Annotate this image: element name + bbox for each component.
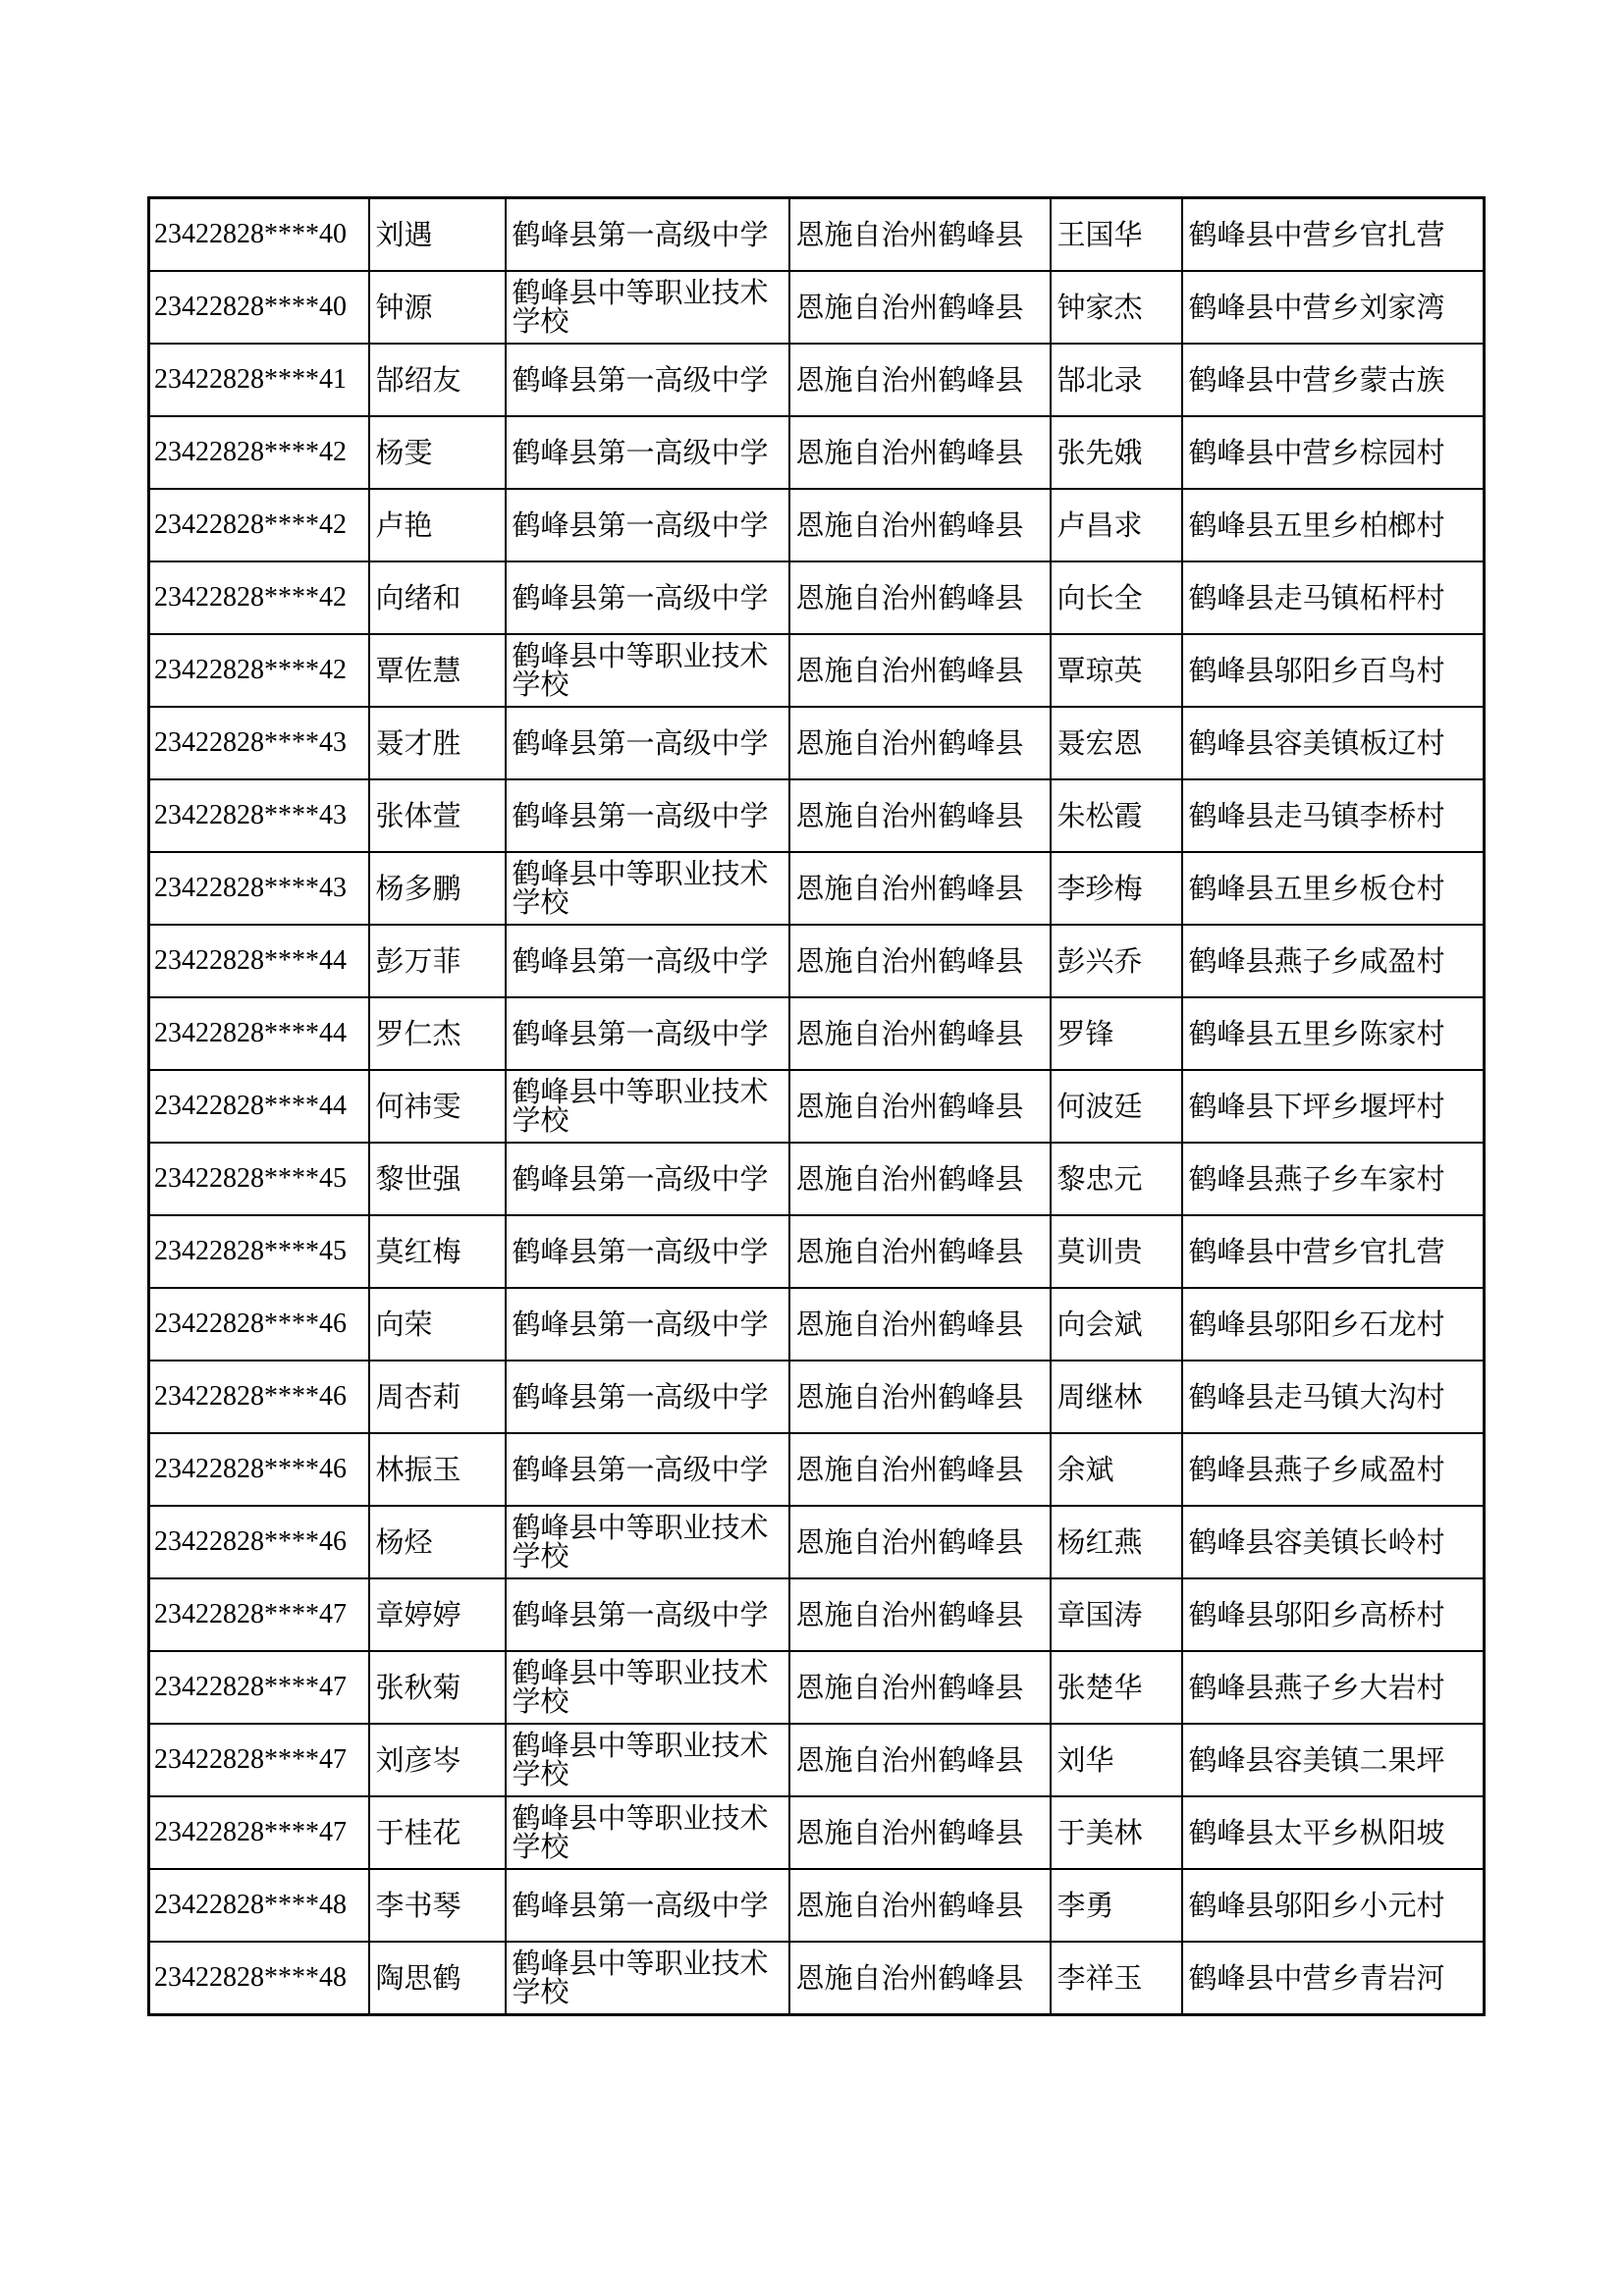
student-name-cell: 于桂花 — [369, 1796, 506, 1869]
school-cell: 鹤峰县中等职业技术学校 — [506, 634, 789, 707]
school-cell: 鹤峰县中等职业技术学校 — [506, 852, 789, 925]
id-number-cell: 23422828****46 — [149, 1361, 369, 1433]
id-number-cell: 23422828****45 — [149, 1143, 369, 1215]
student-name-cell: 向荣 — [369, 1288, 506, 1361]
guardian-name-cell: 李珍梅 — [1051, 852, 1182, 925]
table-row — [149, 344, 1485, 416]
address-cell: 鹤峰县邬阳乡百鸟村 — [1182, 634, 1485, 707]
id-number-cell: 23422828****42 — [149, 416, 369, 489]
school-cell: 鹤峰县第一高级中学 — [506, 1869, 789, 1942]
student-name-cell: 林振玉 — [369, 1433, 506, 1506]
student-name-cell: 聂才胜 — [369, 707, 506, 779]
student-name-cell: 张秋菊 — [369, 1651, 506, 1724]
guardian-name-cell: 杨红燕 — [1051, 1506, 1182, 1578]
guardian-name-cell: 黎忠元 — [1051, 1143, 1182, 1215]
guardian-name-cell: 覃琼英 — [1051, 634, 1182, 707]
school-cell: 鹤峰县中等职业技术学校 — [506, 1724, 789, 1796]
school-cell: 鹤峰县第一高级中学 — [506, 198, 789, 272]
region-cell: 恩施自治州鹤峰县 — [789, 925, 1051, 997]
student-name-cell: 刘遇 — [369, 198, 506, 272]
school-cell: 鹤峰县第一高级中学 — [506, 1361, 789, 1433]
address-cell: 鹤峰县燕子乡车家村 — [1182, 1143, 1485, 1215]
table-row — [149, 925, 1485, 997]
guardian-name-cell: 刘华 — [1051, 1724, 1182, 1796]
id-number-cell: 23422828****43 — [149, 852, 369, 925]
table-row — [149, 779, 1485, 852]
address-cell: 鹤峰县走马镇李桥村 — [1182, 779, 1485, 852]
table-row — [149, 1506, 1485, 1578]
school-cell: 鹤峰县中等职业技术学校 — [506, 1796, 789, 1869]
school-cell: 鹤峰县第一高级中学 — [506, 1143, 789, 1215]
region-cell: 恩施自治州鹤峰县 — [789, 1215, 1051, 1288]
student-name-cell: 刘彦岑 — [369, 1724, 506, 1796]
table-row — [149, 1796, 1485, 1869]
school-cell: 鹤峰县第一高级中学 — [506, 1433, 789, 1506]
guardian-name-cell: 莫训贵 — [1051, 1215, 1182, 1288]
guardian-name-cell: 王国华 — [1051, 198, 1182, 272]
student-name-cell: 周杏莉 — [369, 1361, 506, 1433]
region-cell: 恩施自治州鹤峰县 — [789, 1361, 1051, 1433]
table-row — [149, 1288, 1485, 1361]
id-number-cell: 23422828****44 — [149, 1070, 369, 1143]
student-name-cell: 李书琴 — [369, 1869, 506, 1942]
region-cell: 恩施自治州鹤峰县 — [789, 198, 1051, 272]
id-number-cell: 23422828****48 — [149, 1869, 369, 1942]
address-cell: 鹤峰县五里乡柏榔村 — [1182, 489, 1485, 561]
id-number-cell: 23422828****47 — [149, 1724, 369, 1796]
guardian-name-cell: 郜北录 — [1051, 344, 1182, 416]
student-name-cell: 章婷婷 — [369, 1578, 506, 1651]
guardian-name-cell: 彭兴乔 — [1051, 925, 1182, 997]
table-row — [149, 489, 1485, 561]
id-number-cell: 23422828****45 — [149, 1215, 369, 1288]
table-row — [149, 1215, 1485, 1288]
region-cell: 恩施自治州鹤峰县 — [789, 1724, 1051, 1796]
address-cell: 鹤峰县中营乡官扎营 — [1182, 1215, 1485, 1288]
region-cell: 恩施自治州鹤峰县 — [789, 1651, 1051, 1724]
school-cell: 鹤峰县第一高级中学 — [506, 1215, 789, 1288]
region-cell: 恩施自治州鹤峰县 — [789, 344, 1051, 416]
student-name-cell: 覃佐慧 — [369, 634, 506, 707]
table-row — [149, 1433, 1485, 1506]
table-row — [149, 1070, 1485, 1143]
id-number-cell: 23422828****43 — [149, 779, 369, 852]
address-cell: 鹤峰县太平乡枞阳坡 — [1182, 1796, 1485, 1869]
records-table — [147, 196, 1486, 2016]
region-cell: 恩施自治州鹤峰县 — [789, 997, 1051, 1070]
school-cell: 鹤峰县中等职业技术学校 — [506, 1070, 789, 1143]
table-row — [149, 1942, 1485, 2015]
id-number-cell: 23422828****47 — [149, 1578, 369, 1651]
school-cell: 鹤峰县第一高级中学 — [506, 561, 789, 634]
table-row — [149, 852, 1485, 925]
school-cell: 鹤峰县第一高级中学 — [506, 344, 789, 416]
school-cell: 鹤峰县中等职业技术学校 — [506, 1942, 789, 2015]
table-row — [149, 1651, 1485, 1724]
table-row — [149, 997, 1485, 1070]
address-cell: 鹤峰县容美镇二果坪 — [1182, 1724, 1485, 1796]
region-cell: 恩施自治州鹤峰县 — [789, 489, 1051, 561]
id-number-cell: 23422828****47 — [149, 1651, 369, 1724]
region-cell: 恩施自治州鹤峰县 — [789, 271, 1051, 344]
school-cell: 鹤峰县第一高级中学 — [506, 997, 789, 1070]
id-number-cell: 23422828****44 — [149, 997, 369, 1070]
address-cell: 鹤峰县邬阳乡石龙村 — [1182, 1288, 1485, 1361]
student-name-cell: 罗仁杰 — [369, 997, 506, 1070]
student-name-cell: 向绪和 — [369, 561, 506, 634]
table-row — [149, 707, 1485, 779]
student-name-cell: 钟源 — [369, 271, 506, 344]
address-cell: 鹤峰县燕子乡咸盈村 — [1182, 1433, 1485, 1506]
guardian-name-cell: 李祥玉 — [1051, 1942, 1182, 2015]
table-row — [149, 561, 1485, 634]
school-cell: 鹤峰县第一高级中学 — [506, 416, 789, 489]
region-cell: 恩施自治州鹤峰县 — [789, 1506, 1051, 1578]
id-number-cell: 23422828****42 — [149, 561, 369, 634]
address-cell: 鹤峰县走马镇大沟村 — [1182, 1361, 1485, 1433]
address-cell: 鹤峰县燕子乡咸盈村 — [1182, 925, 1485, 997]
records-table-body — [149, 198, 1485, 2015]
id-number-cell: 23422828****47 — [149, 1796, 369, 1869]
guardian-name-cell: 于美林 — [1051, 1796, 1182, 1869]
id-number-cell: 23422828****46 — [149, 1288, 369, 1361]
id-number-cell: 23422828****44 — [149, 925, 369, 997]
student-name-cell: 卢艳 — [369, 489, 506, 561]
address-cell: 鹤峰县五里乡陈家村 — [1182, 997, 1485, 1070]
table-row — [149, 198, 1485, 272]
address-cell: 鹤峰县中营乡刘家湾 — [1182, 271, 1485, 344]
region-cell: 恩施自治州鹤峰县 — [789, 779, 1051, 852]
address-cell: 鹤峰县中营乡蒙古族 — [1182, 344, 1485, 416]
address-cell: 鹤峰县中营乡棕园村 — [1182, 416, 1485, 489]
student-name-cell: 杨雯 — [369, 416, 506, 489]
school-cell: 鹤峰县中等职业技术学校 — [506, 271, 789, 344]
id-number-cell: 23422828****46 — [149, 1506, 369, 1578]
school-cell: 鹤峰县中等职业技术学校 — [506, 1506, 789, 1578]
address-cell: 鹤峰县容美镇板辽村 — [1182, 707, 1485, 779]
table-row — [149, 1143, 1485, 1215]
school-cell: 鹤峰县第一高级中学 — [506, 925, 789, 997]
id-number-cell: 23422828****40 — [149, 271, 369, 344]
school-cell: 鹤峰县第一高级中学 — [506, 1288, 789, 1361]
table-row — [149, 416, 1485, 489]
id-number-cell: 23422828****40 — [149, 198, 369, 272]
table-row — [149, 1361, 1485, 1433]
region-cell: 恩施自治州鹤峰县 — [789, 416, 1051, 489]
school-cell: 鹤峰县第一高级中学 — [506, 489, 789, 561]
student-name-cell: 莫红梅 — [369, 1215, 506, 1288]
student-name-cell: 陶思鹤 — [369, 1942, 506, 2015]
student-name-cell: 黎世强 — [369, 1143, 506, 1215]
address-cell: 鹤峰县燕子乡大岩村 — [1182, 1651, 1485, 1724]
student-name-cell: 杨多鹏 — [369, 852, 506, 925]
guardian-name-cell: 向会斌 — [1051, 1288, 1182, 1361]
guardian-name-cell: 向长全 — [1051, 561, 1182, 634]
address-cell: 鹤峰县容美镇长岭村 — [1182, 1506, 1485, 1578]
guardian-name-cell: 张先娥 — [1051, 416, 1182, 489]
id-number-cell: 23422828****42 — [149, 634, 369, 707]
table-row — [149, 1869, 1485, 1942]
student-name-cell: 彭万菲 — [369, 925, 506, 997]
student-name-cell: 张体萱 — [369, 779, 506, 852]
table-row — [149, 634, 1485, 707]
region-cell: 恩施自治州鹤峰县 — [789, 1143, 1051, 1215]
id-number-cell: 23422828****41 — [149, 344, 369, 416]
table-row — [149, 271, 1485, 344]
address-cell: 鹤峰县邬阳乡高桥村 — [1182, 1578, 1485, 1651]
region-cell: 恩施自治州鹤峰县 — [789, 707, 1051, 779]
student-name-cell: 郜绍友 — [369, 344, 506, 416]
address-cell: 鹤峰县走马镇柘枰村 — [1182, 561, 1485, 634]
id-number-cell: 23422828****46 — [149, 1433, 369, 1506]
address-cell: 鹤峰县五里乡板仓村 — [1182, 852, 1485, 925]
id-number-cell: 23422828****48 — [149, 1942, 369, 2015]
region-cell: 恩施自治州鹤峰县 — [789, 1942, 1051, 2015]
address-cell: 鹤峰县下坪乡堰坪村 — [1182, 1070, 1485, 1143]
table-row — [149, 1724, 1485, 1796]
student-name-cell: 何祎雯 — [369, 1070, 506, 1143]
address-cell: 鹤峰县邬阳乡小元村 — [1182, 1869, 1485, 1942]
region-cell: 恩施自治州鹤峰县 — [789, 1288, 1051, 1361]
school-cell: 鹤峰县第一高级中学 — [506, 779, 789, 852]
guardian-name-cell: 李勇 — [1051, 1869, 1182, 1942]
guardian-name-cell: 卢昌求 — [1051, 489, 1182, 561]
guardian-name-cell: 何波廷 — [1051, 1070, 1182, 1143]
guardian-name-cell: 罗锋 — [1051, 997, 1182, 1070]
region-cell: 恩施自治州鹤峰县 — [789, 1070, 1051, 1143]
region-cell: 恩施自治州鹤峰县 — [789, 852, 1051, 925]
region-cell: 恩施自治州鹤峰县 — [789, 634, 1051, 707]
guardian-name-cell: 余斌 — [1051, 1433, 1182, 1506]
guardian-name-cell: 章国涛 — [1051, 1578, 1182, 1651]
region-cell: 恩施自治州鹤峰县 — [789, 1578, 1051, 1651]
address-cell: 鹤峰县中营乡青岩河 — [1182, 1942, 1485, 2015]
id-number-cell: 23422828****42 — [149, 489, 369, 561]
region-cell: 恩施自治州鹤峰县 — [789, 1796, 1051, 1869]
guardian-name-cell: 钟家杰 — [1051, 271, 1182, 344]
region-cell: 恩施自治州鹤峰县 — [789, 1869, 1051, 1942]
region-cell: 恩施自治州鹤峰县 — [789, 1433, 1051, 1506]
guardian-name-cell: 聂宏恩 — [1051, 707, 1182, 779]
school-cell: 鹤峰县第一高级中学 — [506, 707, 789, 779]
address-cell: 鹤峰县中营乡官扎营 — [1182, 198, 1485, 272]
region-cell: 恩施自治州鹤峰县 — [789, 561, 1051, 634]
guardian-name-cell: 张楚华 — [1051, 1651, 1182, 1724]
student-name-cell: 杨烃 — [369, 1506, 506, 1578]
table-row — [149, 1578, 1485, 1651]
school-cell: 鹤峰县第一高级中学 — [506, 1578, 789, 1651]
school-cell: 鹤峰县中等职业技术学校 — [506, 1651, 789, 1724]
guardian-name-cell: 朱松霞 — [1051, 779, 1182, 852]
guardian-name-cell: 周继林 — [1051, 1361, 1182, 1433]
id-number-cell: 23422828****43 — [149, 707, 369, 779]
